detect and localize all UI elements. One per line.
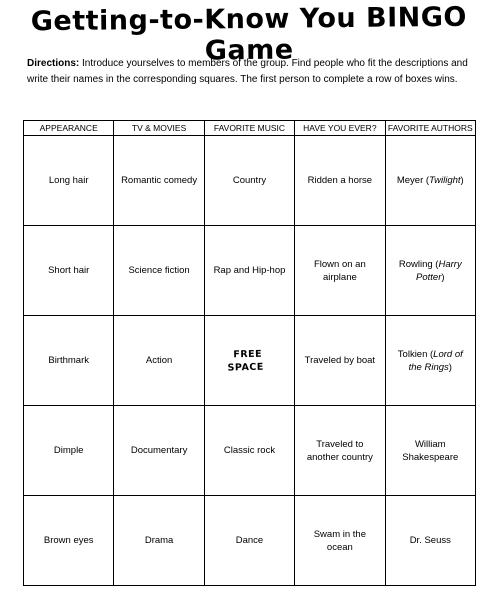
free-space-line1: FREE (232, 348, 262, 360)
bingo-square[interactable] (385, 226, 475, 316)
author-close: ) (441, 271, 445, 283)
bingo-square[interactable]: Drama (114, 496, 204, 586)
author-name: Meyer ( (396, 175, 430, 186)
bingo-square[interactable]: William Shakespeare (385, 406, 475, 496)
column-header-tv-movies: TV & MOVIES (114, 121, 204, 136)
bingo-card (23, 120, 476, 586)
bingo-square[interactable]: Birthmark (24, 316, 114, 406)
header-row (24, 121, 476, 136)
directions (27, 56, 477, 88)
author-name: Tolkien ( (397, 348, 434, 360)
bingo-row (24, 136, 476, 226)
author-name: Rowling ( (398, 258, 439, 270)
bingo-square[interactable] (385, 136, 475, 226)
bingo-row (24, 496, 476, 586)
bingo-square[interactable]: Rap and Hip-hop (204, 226, 294, 316)
bingo-square[interactable]: Action (114, 316, 204, 406)
bingo-square[interactable]: Long hair (24, 136, 114, 226)
page-title: Getting-to-Know You BINGO Game (30, 1, 468, 67)
column-header-favorite-authors: FAVORITE AUTHORS (385, 121, 475, 136)
free-space-line2: SPACE (227, 361, 264, 374)
bingo-square[interactable]: Traveled by boat (295, 316, 385, 406)
column-header-appearance: APPEARANCE (24, 121, 114, 136)
bingo-square[interactable]: Dr. Seuss (385, 496, 475, 586)
bingo-square[interactable]: Dimple (24, 406, 114, 496)
bingo-square[interactable]: Short hair (24, 226, 114, 316)
column-header-favorite-music: FAVORITE MUSIC (204, 121, 294, 136)
bingo-square[interactable]: Science fiction (114, 226, 204, 316)
directions-label: Directions: (27, 58, 80, 69)
bingo-square[interactable]: Flown on an airplane (295, 226, 385, 316)
bingo-square[interactable]: Dance (204, 496, 294, 586)
directions-text: Introduce yourselves to members of the group. Find people who fit the descriptions and write their names in the corresponding squares. The first person to complete a row of boxes wins. (27, 58, 468, 85)
book-title: Lord of the Rings (408, 348, 463, 373)
bingo-row (24, 406, 476, 496)
bingo-square[interactable]: Ridden a horse (295, 136, 385, 226)
bingo-square[interactable]: Traveled to another country (295, 406, 385, 496)
bingo-square[interactable]: Swam in the ocean (295, 496, 385, 586)
bingo-square[interactable]: Documentary (114, 406, 204, 496)
bingo-square[interactable]: Country (204, 136, 294, 226)
bingo-row (24, 316, 476, 406)
bingo-square[interactable]: Romantic comedy (114, 136, 204, 226)
bingo-square[interactable] (385, 316, 475, 406)
free-space (204, 316, 294, 406)
book-title: Twilight (429, 175, 461, 186)
author-close: ) (460, 175, 464, 186)
book-title: Harry Potter (416, 258, 462, 283)
bingo-square[interactable]: Brown eyes (24, 496, 114, 586)
bingo-row (24, 226, 476, 316)
author-close: ) (448, 361, 452, 373)
column-header-have-you-ever: HAVE YOU EVER? (295, 121, 385, 136)
bingo-square[interactable]: Classic rock (204, 406, 294, 496)
